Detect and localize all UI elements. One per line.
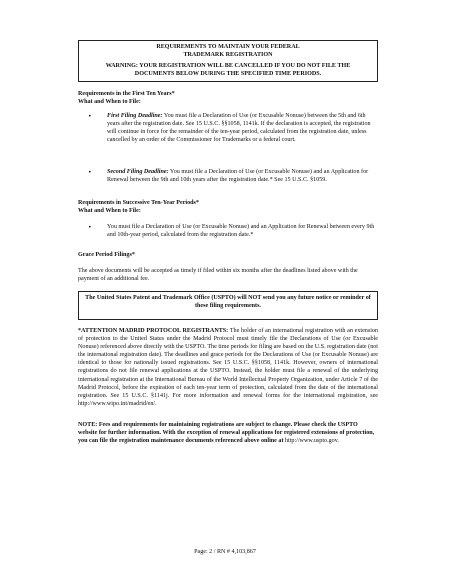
uspto-link[interactable]: http://www.uspto.gov.: [285, 438, 339, 445]
successive-filing-paragraph: You must file a Declaration of Use (or Excusable Nonuse) and an Application for Renewal between every 9th and 10th-year period, calculated from the registration date.*: [107, 224, 375, 239]
first-filing-label: First Filing Deadline:: [107, 113, 163, 119]
madrid-paragraph: [78, 327, 378, 408]
note-text: NOTE: Fees and requirements for maintaining registrations are subject to change. Please check the USPTO website for further information. With the exception of renewal applications for registered extensions of protection, you can file the registration maintenance documents referenced above online at: [78, 422, 375, 445]
no-notice-text: The United States Patent and Trademark Office (USPTO) will NOT send you any future notice or reminder of these filing requirements.: [85, 295, 371, 310]
section1-heading: Requirements in the First Ten Years* What and When to File:: [78, 91, 175, 106]
note-paragraph: [78, 421, 378, 445]
first-filing-paragraph: [107, 112, 379, 144]
section2-heading: Requirements in Successive Ten-Year Periods* What and When to File:: [78, 200, 199, 215]
second-filing-text: You must file a Declaration of Use (or Excusable Nonuse) and an Application for Renewal between the 9th and 10th years after the registration date.* See 15 U.S.C. §1059.: [107, 169, 369, 184]
page-footer: Page: 2 / RN # 4,103,867: [194, 549, 256, 555]
header-title: REQUIREMENTS TO MAINTAIN YOUR FEDERAL TRADEMARK REGISTRATION: [156, 44, 300, 59]
bullet-2: •: [88, 169, 92, 176]
bullet-1: •: [88, 113, 92, 120]
grace-heading: Grace Period Filings*: [78, 252, 135, 258]
no-notice-box: [78, 291, 378, 320]
header-warning: WARNING: YOUR REGISTRATION WILL BE CANCELLED IF YOU DO NOT FILE THE DOCUMENTS BELOW DURING THE SPECIFIED TIME PERIODS.: [105, 63, 351, 78]
header-box: [78, 40, 378, 82]
bullet-3: •: [88, 224, 92, 231]
first-filing-text: You must file a Declaration of Use (or Excusable Nonuse) between the 5th and 6th years after the registration date. See 15 U.S.C. §§1058, 1141k. If the declaration is accepted, the registration will continue in force for the remainder of the ten-year period, calculated from the registration date, unless cancelled by an order of the Commissioner for Trademarks or a federal court.: [107, 113, 371, 144]
madrid-lead: *ATTENTION MADRID PROTOCOL REGISTRANTS:: [78, 328, 229, 334]
second-filing-paragraph: [107, 168, 379, 184]
grace-paragraph: The above documents will be accepted as timely if filed within six months after the deadlines listed above with the payment of an additional fee.: [78, 268, 358, 283]
madrid-text: The holder of an international registration with an extension of protection to the United States under the Madrid Protocol must timely file the Declarations of Use (or Excusable Nonuse) referenced above directly with the USPTO. The time periods for filing are based on the U.S. registration date (not the international registration date). The deadlines and grace periods for the Declarations of Use (or Excusable Nonuse) are identical to those for nationally issued registrations. See 15 U.S.C. §§1058, 1141k. However, owners of international registrations do not file renewal applications at the USPTO. Instead, the holder must file a renewal of the underlying international registration at the International Bureau of the World Intellectual Property Organization, under Article 7 of the Madrid Protocol, before the expiration of each ten-year term of protection, calculated from the date of the international registration. See 15 U.S.C. §1141j. For more information and renewal forms for the international registration, see http://www.wipo.int/madrid/en/.: [78, 328, 378, 407]
second-filing-label: Second Filing Deadline:: [107, 169, 169, 175]
